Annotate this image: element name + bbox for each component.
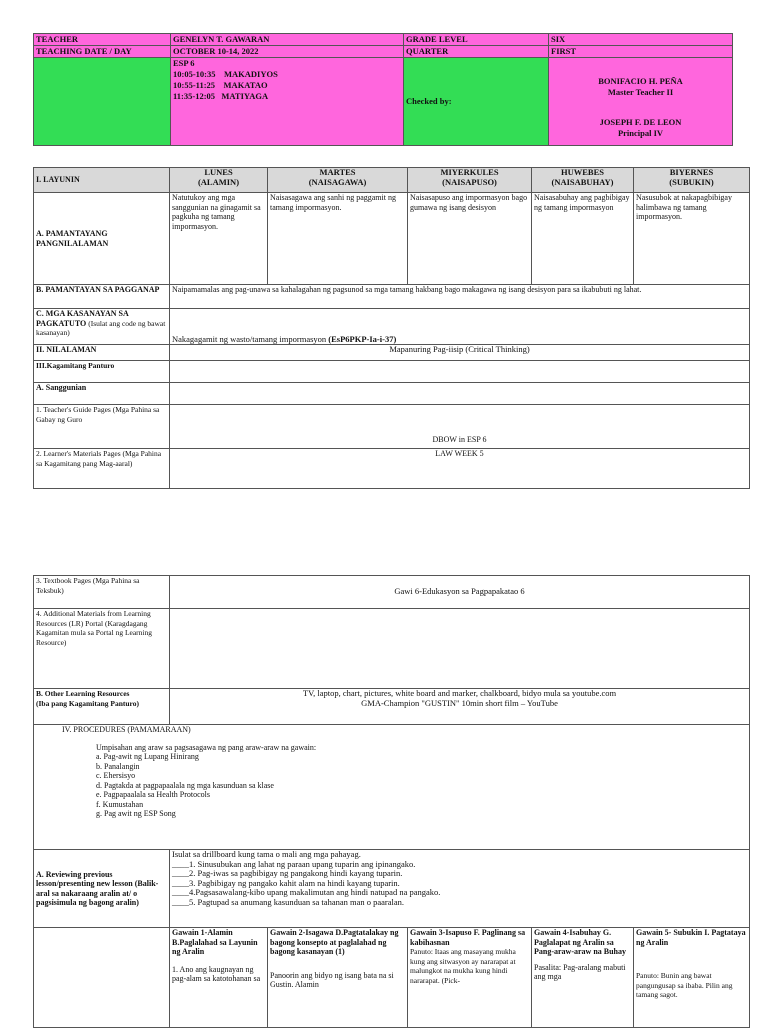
quarter-value: FIRST <box>549 46 733 58</box>
checked-by-label: Checked by: <box>406 96 452 106</box>
subject: ESP 6 <box>173 58 195 68</box>
pamantayang-label: A. PAMANTAYANG PANGNILALAMAN <box>34 193 170 285</box>
layunin-label: I. LAYUNIN <box>34 168 170 193</box>
guide-value: DBOW in ESP 6 <box>170 405 750 449</box>
pamantayang-cell: Naisasapuso ang impormasyon bago gumawa ng isang desisyon <box>408 193 532 285</box>
day-header: MIYERKULES (NAISAPUSO) <box>408 168 532 193</box>
gawain-cell <box>634 928 750 1028</box>
schedule-section: MAKATAO <box>223 80 268 90</box>
kagamitan-label: III.Kagamitang Panturo <box>34 361 170 383</box>
gawain-title: Gawain 2-Isagawa D.Pagtatalakay ng bagong konsepto at paglalahad ng bagong kasanayan (1) <box>270 928 399 956</box>
gawain-body: Panuto: Bunin ang bawat pangungusap sa ibaba. Pilin ang tamang sagot. <box>636 971 733 999</box>
gawain-cell <box>532 928 634 1028</box>
checker2-name: JOSEPH F. DE LEON <box>599 117 682 127</box>
schedule-time: 11:35-12:05 <box>173 91 216 101</box>
review-intro: Isulat sa drillboard kung tama o mali ang mga pahayag. <box>172 849 361 859</box>
list-item: e. Pagpapaalala sa Health Protocols <box>96 790 210 799</box>
checkers-cell <box>549 58 733 146</box>
checker1-title: Master Teacher II <box>607 87 674 97</box>
procedures-intro: Umpisahan ang araw sa pagsasagawa ng pang araw-araw na gawain: <box>96 742 317 752</box>
other-resources-line: TV, laptop, chart, pictures, white board and marker, chalkboard, bidyo mula sa youtube.com <box>302 688 617 698</box>
lesson-table-2 <box>33 575 750 1028</box>
pamantayang-cell: Naisasagawa ang sanhi ng paggamit ng tamang impormasyon. <box>268 193 408 285</box>
gawain-title: Gawain 3-Isapuso F. Paglinang sa kabihasnan <box>410 928 526 947</box>
checked-by-cell <box>404 58 549 146</box>
gawain-title: Gawain 5- Subukin I. Pagtataya ng Aralin <box>636 928 746 947</box>
learner-label: 2. Learner's Materials Pages (Mga Pahina sa Kagamitang pang Mag-aaral) <box>34 449 170 489</box>
list-item: c. Ehersisyo <box>96 771 136 780</box>
additional-value <box>170 609 750 689</box>
kasanayan-value-cell <box>170 309 750 345</box>
gawain-body: Panuto: Itaas ang masayang mukha kung ang sitwasyon ay nararapat at malungkot na mukha kung hindi nararapat. (Pick- <box>410 947 516 985</box>
gawain-body: 1. Ano ang kaugnayan ng pag-alam sa katotohanan sa <box>172 964 261 983</box>
procedures-body <box>38 743 747 819</box>
day-header: BIYERNES (SUBUKIN) <box>634 168 750 193</box>
checker2-title: Principal IV <box>617 128 664 138</box>
other-resources-label: B. Other Learning Resources <box>36 689 130 698</box>
list-item: d. Pagtakda at pagpapaalala ng mga kasunduan sa klase <box>96 780 274 790</box>
kagamitan-value <box>170 361 750 383</box>
schedule-section: MAKADIYOS <box>224 69 278 79</box>
pagganap-value: Naipamamalas ang pag-unawa sa kahalagahan ng pagsunod sa mga tamang hakbang bago makagawa ng isang desisyon para sa ikabubuti ng lahat. <box>170 285 750 309</box>
gawain-title: Gawain 4-Isabuhay G. Paglalapat ng Aralin sa Pang-araw-araw na Buhay <box>534 928 627 956</box>
other-resources-cell <box>34 689 170 725</box>
textbook-label: 3. Textbook Pages (Mga Pahina sa Teksbuk) <box>34 576 170 609</box>
grade-label: GRADE LEVEL <box>404 34 549 46</box>
date-label: TEACHING DATE / DAY <box>34 46 171 58</box>
quarter-label: QUARTER <box>404 46 549 58</box>
review-item: ____5. Pagtupad sa anumang kasunduan sa tahanan man o paaralan. <box>172 896 405 907</box>
sanggunian-label: A. Sanggunian <box>34 383 170 405</box>
gawain-body: Pasalita: Pag-aralang mabuti ang mga <box>534 962 626 981</box>
gawain-cell <box>268 928 408 1028</box>
day-header: HUWEBES (NAISABUHAY) <box>532 168 634 193</box>
other-resources-line: GMA-Champion "GUSTIN" 10min short film – YouTube <box>361 697 558 708</box>
gawain-title: Gawain 1-Alamin B.Paglalahad sa Layunin ng Aralin <box>172 928 258 956</box>
review-item: ____1. Sinusubukan ang lahat ng paraan upang tuparin ang ipinangako. <box>172 858 416 869</box>
schedule-section: MATIYAGA <box>221 91 269 101</box>
list-item: a. Pag-awit ng Lupang Hinirang <box>96 752 199 761</box>
procedures-list <box>96 752 747 819</box>
lesson-table-1 <box>33 167 750 489</box>
schedule-row <box>173 91 401 102</box>
review-label: A. Reviewing previous lesson/presenting new lesson (Balik-aral sa nakaraang aralin at/ o pagsisimula ng bagong aralin) <box>34 850 170 928</box>
teacher-label: TEACHER <box>34 34 171 46</box>
schedule-cell <box>171 58 404 146</box>
review-cell <box>170 850 750 928</box>
gawain-blank-cell <box>34 928 170 1028</box>
list-item: g. Pag awit ng ESP Song <box>96 809 176 818</box>
gawain-cell <box>170 928 268 1028</box>
kasanayan-cell <box>34 309 170 345</box>
learner-value: LAW WEEK 5 <box>170 449 750 489</box>
schedule-row <box>173 69 401 80</box>
gawain-body: Panoorin ang bidyo ng isang bata na si Gustin. Alamin <box>270 970 394 989</box>
sanggunian-value <box>170 383 750 405</box>
grade-value: SIX <box>549 34 733 46</box>
schedule-time: 10:05-10:35 <box>173 69 216 79</box>
nilalaman-label: II. NILALAMAN <box>34 345 170 361</box>
date-value: OCTOBER 10-14, 2022 <box>171 46 404 58</box>
gawain-cell <box>408 928 532 1028</box>
kasanayan-note: (Isulat ang code ng bawat kasanayan) <box>36 318 166 337</box>
kasanayan-value: Nakagagamit ng wasto/tamang impormasyon <box>172 333 327 344</box>
review-item: ____2. Pag-iwas sa pagbibigay ng pangakong hindi kayang tuparin. <box>172 868 403 878</box>
day-header: MARTES (NAISAGAWA) <box>268 168 408 193</box>
teacher-value: GENELYN T. GAWARAN <box>171 34 404 46</box>
list-item: f. Kumustahan <box>96 799 144 809</box>
nilalaman-value: Mapanuring Pag-iisip (Critical Thinking) <box>170 345 750 361</box>
additional-label: 4. Additional Materials from Learning Resources (LR) Portal (Karagdagang Kagamitan mula sa Portal ng Learning Resource) <box>34 609 170 689</box>
kasanayan-code: (EsP6PKP-Ia-i-37) <box>328 333 397 344</box>
list-item: b. Panalangin <box>96 761 140 771</box>
schedule-row <box>173 80 401 91</box>
other-resources-sub: (Iba pang Kagamitang Panturo) <box>36 698 140 708</box>
pamantayang-cell: Naisasabuhay ang pagbibigay ng tamang impormasyon <box>532 193 634 285</box>
schedule-time: 10:55-11:25 <box>173 80 216 90</box>
guide-label: 1. Teacher's Guide Pages (Mga Pahina sa Gabay ng Guro <box>34 405 170 449</box>
header-table <box>33 33 733 146</box>
pagganap-label: B. PAMANTAYAN SA PAGGANAP <box>34 285 170 309</box>
pamantayang-cell: Natutukoy ang mga sanggunian na ginagamit sa pagkuha ng tamang impormasyon. <box>170 193 268 285</box>
pamantayang-cell: Nasusubok at nakapagbibigay halimbawa ng tamang impormasyon. <box>634 193 750 285</box>
day-header: LUNES (ALAMIN) <box>170 168 268 193</box>
review-item: ____3. Pagbibigay ng pangako kahit alam na hindi kayang tuparin. <box>172 877 400 888</box>
kasanayan-label: C. MGA KASANAYAN SA PAGKATUTO <box>36 309 129 328</box>
textbook-value: Gawi 6-Edukasyon sa Pagpapakatao 6 <box>170 576 750 609</box>
procedures-cell <box>34 725 750 850</box>
checker1-name: BONIFACIO H. PEÑA <box>598 76 683 86</box>
green-blank-cell <box>34 58 171 146</box>
review-item: ____4.Pagsasawalang-kibo upang makalimutan ang hindi natupad na pangako. <box>172 887 441 897</box>
other-resources-value <box>170 689 750 725</box>
procedures-label: IV. PROCEDURES (PAMAMARAAN) <box>62 725 191 734</box>
